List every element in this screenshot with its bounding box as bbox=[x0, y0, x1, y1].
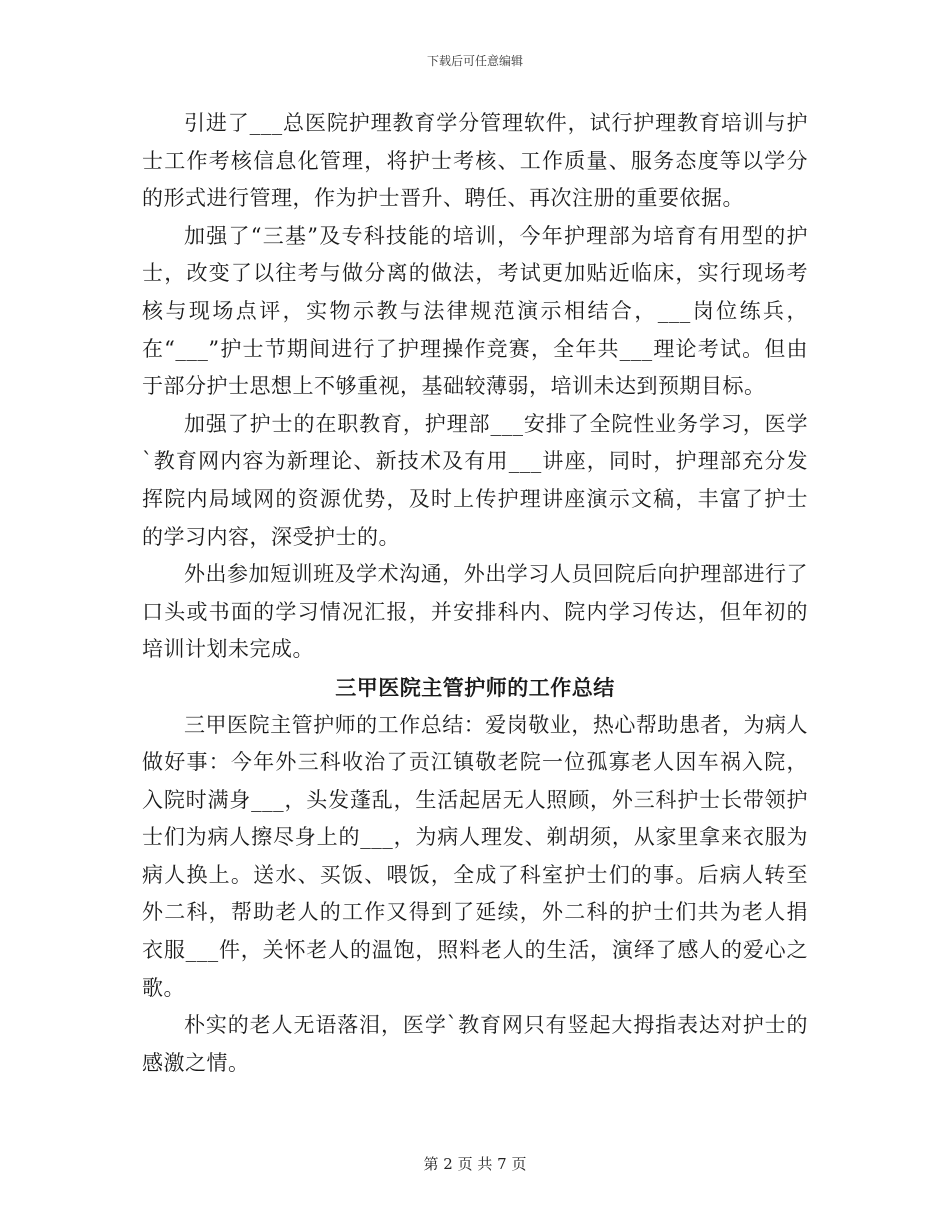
paragraph-2: 加强了“三基”及专科技能的培训，今年护理部为培育有用型的护士，改变了以往考与做分离的做法，考试更加贴近临床，实行现场考核与现场点评，实物示教与法律规范演示相结合，___岗位练兵，在“___”护士节期间进行了护理操作竞赛，全年共___理论考试。但由于部分护士思想上不够重视，基础较薄弱，培训未达到预期目标。 bbox=[142, 223, 808, 399]
paragraph-6: 朴实的老人无语落泪，医学`教育网只有竖起大拇指表达对护士的感激之情。 bbox=[142, 1013, 808, 1075]
header-note: 下载后可任意编辑 bbox=[426, 54, 523, 68]
document-body bbox=[142, 105, 808, 1082]
paragraph-3: 加强了护士的在职教育，护理部___安排了全院性业务学习，医学`教育网内容为新理论、新技术及有用___讲座，同时，护理部充分发挥院内局域网的资源优势，及时上传护理讲座演示文稿，丰富了护士的学习内容，深受护士的。 bbox=[142, 411, 808, 549]
paragraph-4: 外出参加短训班及学术沟通，外出学习人员回院后向护理部进行了口头或书面的学习情况汇报，并安排科内、院内学习传达，但年初的培训计划未完成。 bbox=[142, 562, 808, 662]
paragraph-1: 引进了___总医院护理教育学分管理软件，试行护理教育培训与护士工作考核信息化管理，将护士考核、工作质量、服务态度等以学分的形式进行管理，作为护士晋升、聘任、再次注册的重要依据。 bbox=[142, 111, 808, 211]
page-number: 第 2 页 共 7 页 bbox=[423, 1155, 527, 1173]
section-title: 三甲医院主管护师的工作总结 bbox=[335, 674, 615, 700]
paragraph-5: 三甲医院主管护师的工作总结：爱岗敬业，热心帮助患者，为病人做好事：今年外三科收治了贡江镇敬老院一位孤寡老人因车祸入院，入院时满身___，头发蓬乱，生活起居无人照顾，外三科护士长带领护士们为病人擦尽身上的___，为病人理发、剃胡须，从家里拿来衣服为病人换上。送水、买饭、喂饭，全成了科室护士们的事。后病人转至外二科，帮助老人的工作又得到了延续，外二科的护士们共为老人捐衣服___件，关怀老人的温饱，照料老人的生活，演绎了感人的爱心之歌。 bbox=[142, 712, 808, 1000]
